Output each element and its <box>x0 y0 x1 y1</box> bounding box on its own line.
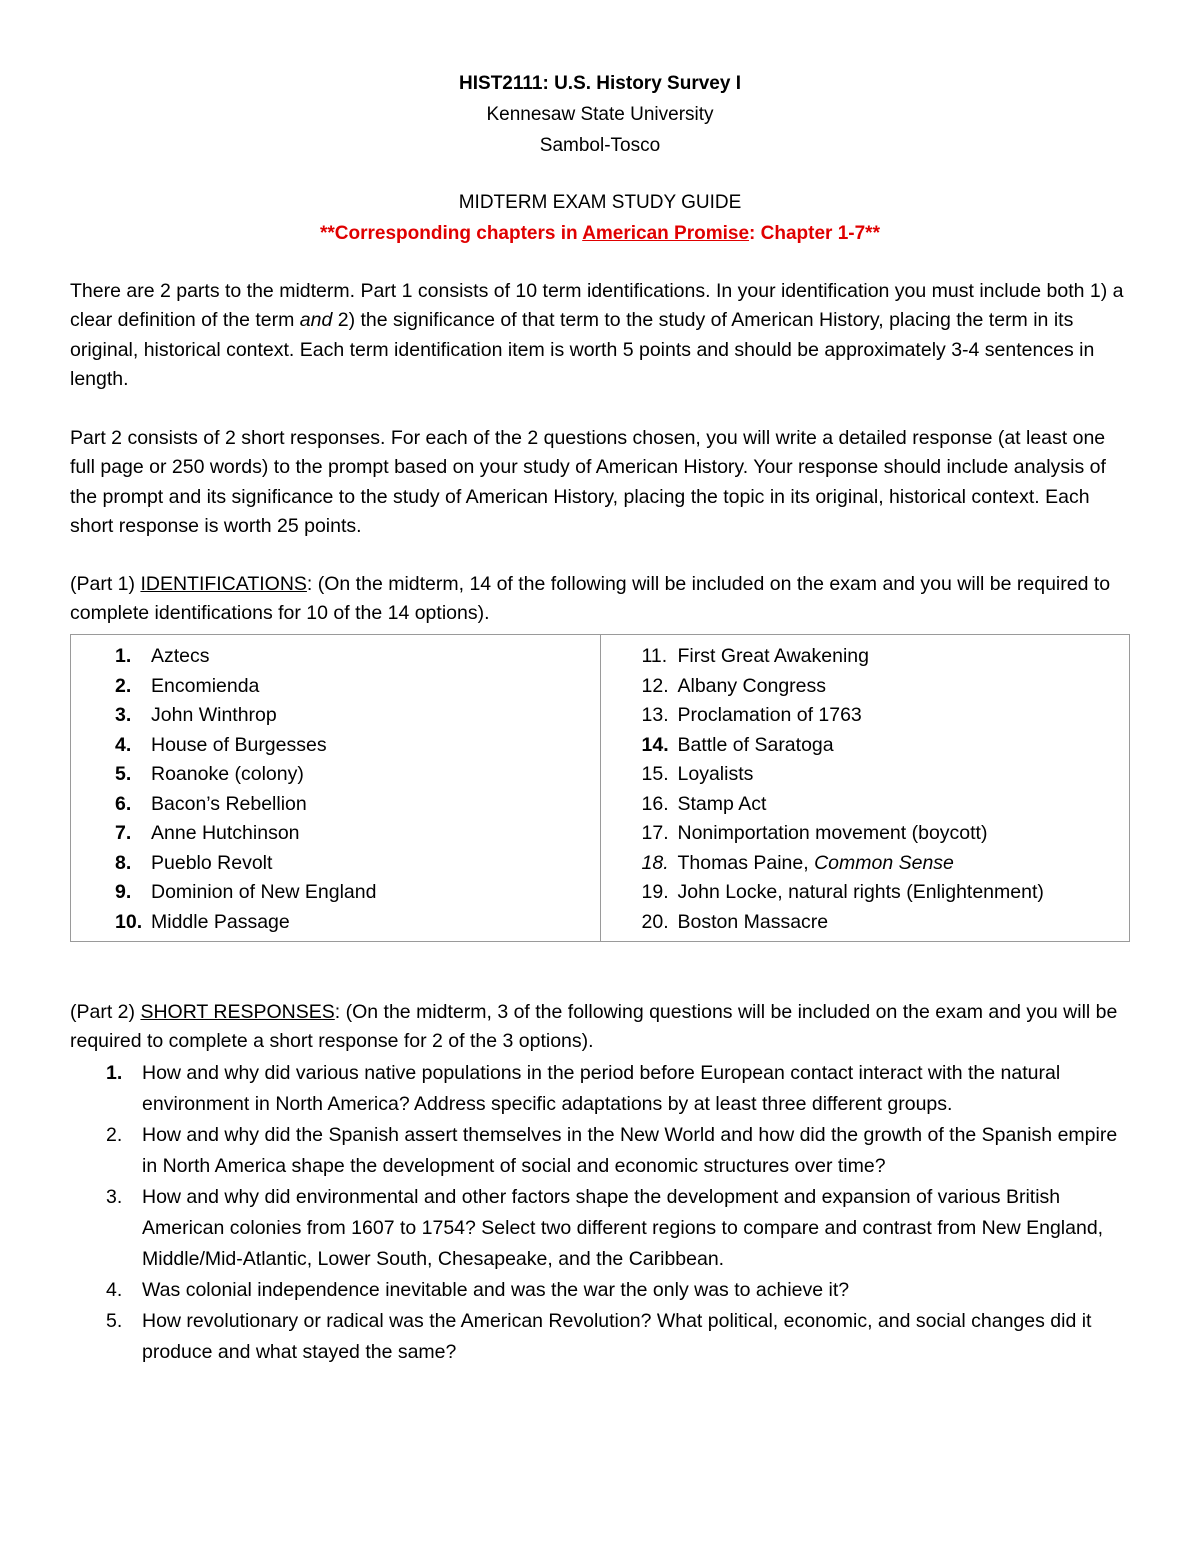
book-title: American Promise <box>582 223 750 244</box>
question-number: 4. <box>106 1279 123 1301</box>
document-header <box>0 68 1200 161</box>
term-number: 12. <box>641 674 669 697</box>
question-number: 1. <box>106 1062 123 1084</box>
term-item <box>71 731 600 761</box>
term-text: Nonimportation movement (boycott) <box>677 822 988 844</box>
chapters-note <box>0 218 1200 249</box>
term-number: 17. <box>641 822 669 844</box>
left-term-list <box>71 642 600 937</box>
question-text: How revolutionary or radical was the American Revolution? What political, economic, and social changes did it produce and what stayed the same? <box>142 1310 1092 1363</box>
right-term-list <box>601 642 1130 937</box>
term-number: 4. <box>115 733 132 756</box>
term-number: 15. <box>641 763 669 785</box>
term-text: First Great Awakening <box>677 645 869 667</box>
term-text: Encomienda <box>151 674 260 697</box>
part2-description: : (On the midterm, 3 of the following questions will be included on the exam and you will be required to complete a short response for 2 of the 3 options). <box>70 1001 1118 1053</box>
term-number: 19. <box>641 881 669 903</box>
term-item <box>601 819 1130 849</box>
term-emphasis: Common Sense <box>814 851 954 874</box>
term-item <box>71 819 600 849</box>
term-number: 3. <box>115 704 132 726</box>
question-number: 3. <box>106 1186 123 1208</box>
term-number: 20. <box>641 910 669 933</box>
term-item <box>71 849 600 879</box>
term-text: Roanoke (colony) <box>151 763 304 785</box>
term-item <box>601 672 1130 702</box>
term-text: Dominion of New England <box>151 881 377 903</box>
part2-heading: SHORT RESPONSES <box>140 1001 335 1023</box>
question-item <box>70 1182 1130 1275</box>
part1-intro <box>70 570 1130 629</box>
term-item <box>601 731 1130 761</box>
term-number: 5. <box>115 763 132 785</box>
question-item <box>70 1306 1130 1368</box>
term-item <box>71 672 600 702</box>
term-number: 6. <box>115 792 132 815</box>
term-number: 1. <box>115 645 132 667</box>
term-number: 11. <box>641 645 668 667</box>
term-text: John Locke, natural rights (Enlightenment) <box>677 881 1044 903</box>
question-text: How and why did environmental and other factors shape the development and expansion of various British American colonies from 1607 to 1754? Select two different regions to compare and contrast from New England, Middle/Mid-Atlantic, Lower South, Chesapeake, and the Caribbean. <box>142 1186 1104 1270</box>
intro-p1-text-b: 2) the significance of that term to the study of American History, placing the term in its original, historical context. Each term identification item is worth 5 points and should be approximately 3-4 sentences in length. <box>70 309 1095 390</box>
course-title: HIST2111: U.S. History Survey I <box>459 73 741 94</box>
question-number: 5. <box>106 1310 123 1332</box>
term-text: Anne Hutchinson <box>151 822 300 844</box>
instructor-name: Sambol-Tosco <box>539 135 661 156</box>
term-item <box>601 760 1130 790</box>
term-number: 7. <box>115 822 132 844</box>
term-item <box>71 760 600 790</box>
term-text: Stamp Act <box>677 792 767 815</box>
intro-paragraph-1 <box>70 277 1130 394</box>
term-text: Pueblo Revolt <box>151 851 273 874</box>
term-number: 18. <box>641 851 669 874</box>
chapters-note-suffix: : Chapter 1-7** <box>749 223 880 244</box>
term-item <box>601 701 1130 731</box>
term-number: 16. <box>641 792 669 815</box>
part2-prefix: (Part 2) <box>70 1001 141 1023</box>
term-item <box>601 642 1130 672</box>
term-text: Albany Congress <box>677 674 826 697</box>
term-text: Middle Passage <box>151 910 290 933</box>
term-text: Proclamation of 1763 <box>677 704 862 726</box>
question-number: 2. <box>106 1124 123 1146</box>
term-item <box>71 878 600 908</box>
part1-prefix: (Part 1) <box>70 573 141 595</box>
term-text: Bacon’s Rebellion <box>151 792 307 815</box>
part1-heading: IDENTIFICATIONS <box>140 573 307 595</box>
guide-title: MIDTERM EXAM STUDY GUIDE <box>458 192 742 213</box>
identifications-table <box>70 634 1130 942</box>
term-item <box>71 701 600 731</box>
identifications-right-column <box>600 635 1130 942</box>
term-item <box>601 908 1130 938</box>
identifications-left-column <box>71 635 601 942</box>
university-name: Kennesaw State University <box>486 104 714 125</box>
guide-title-block <box>0 187 1200 249</box>
term-number: 10. <box>115 910 143 933</box>
term-number: 13. <box>641 704 669 726</box>
term-item <box>71 908 600 938</box>
chapters-note-prefix: **Corresponding chapters in <box>320 223 583 244</box>
intro-p1-emphasis: and <box>299 309 333 332</box>
term-text: Loyalists <box>677 763 754 785</box>
term-text: House of Burgesses <box>151 733 327 756</box>
question-item <box>70 1120 1130 1182</box>
short-response-questions <box>70 1058 1130 1368</box>
question-text: How and why did various native populations in the period before European contact interact with the natural environment in North America? Address specific adaptations by at least three different groups. <box>142 1062 1061 1115</box>
part1-description: : (On the midterm, 14 of the following will be included on the exam and you will be required to complete identifications for 10 of the 14 options). <box>70 573 1111 625</box>
term-item <box>601 878 1130 908</box>
term-number: 9. <box>115 881 132 903</box>
intro-paragraph-2: Part 2 consists of 2 short responses. For each of the 2 questions chosen, you will write a detailed response (at least one full page or 250 words) to the prompt based on your study of American History. Your response should include analysis of the prompt and its significance to the study of American History, placing the topic in its original, historical context. Each short response is worth 25 points. <box>70 427 1106 537</box>
term-number: 8. <box>115 851 132 874</box>
question-item <box>70 1058 1130 1120</box>
term-text: John Winthrop <box>151 704 277 726</box>
term-item <box>601 849 1130 879</box>
term-number: 2. <box>115 674 132 697</box>
term-item <box>601 790 1130 820</box>
term-item <box>71 642 600 672</box>
question-item <box>70 1275 1130 1306</box>
term-text: Thomas Paine, <box>677 851 815 874</box>
term-text: Battle of Saratoga <box>677 733 834 756</box>
term-number: 14. <box>641 733 669 756</box>
term-text: Boston Massacre <box>677 910 829 933</box>
question-text: Was colonial independence inevitable and was the war the only was to achieve it? <box>142 1279 850 1301</box>
intro-p1-text-a: There are 2 parts to the midterm. Part 1 consists of 10 term identifications. In your identification you must include both 1) a clear definition of the term <box>70 280 1124 332</box>
question-text: How and why did the Spanish assert themselves in the New World and how did the growth of the Spanish empire in North America shape the development of social and economic structures over time? <box>142 1124 1118 1177</box>
term-text: Aztecs <box>151 645 210 667</box>
part2-intro <box>70 998 1130 1057</box>
term-item <box>71 790 600 820</box>
